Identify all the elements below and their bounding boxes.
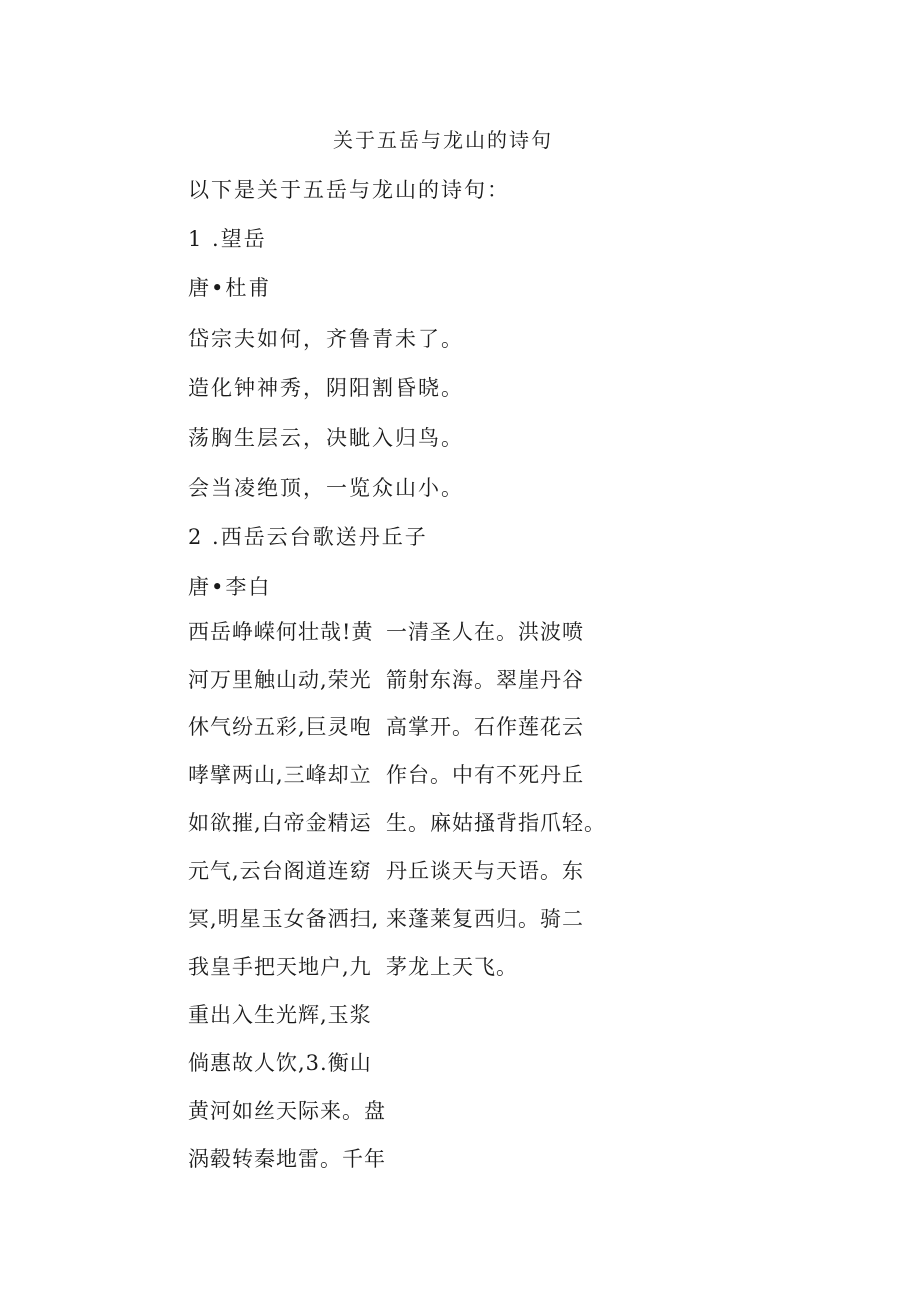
poem-1-line-3: 荡胸生层云，决眦入归鸟。 — [188, 426, 464, 450]
poem-2-right-line-7: 来蓬莱复西归。骑二 — [386, 907, 584, 931]
poem-2-author: 唐•李白 — [188, 575, 272, 599]
poem-1-line-1: 岱宗夫如何，齐鲁青未了。 — [188, 327, 464, 351]
poem-2-left-line-10: 倘惠故人饮,3.衡山 — [188, 1051, 372, 1075]
poem-2-left-line-4: 哮擘两山,三峰却立 — [188, 763, 372, 787]
poem-2-left-line-9: 重出入生光辉,玉浆 — [188, 1003, 372, 1027]
poem-2-left-line-6: 元气,云台阁道连窈 — [188, 859, 372, 883]
poem-2-left-line-11: 黄河如丝天际来。盘 — [188, 1099, 386, 1123]
poem-2-right-line-8: 茅龙上天飞。 — [386, 955, 518, 979]
poem-2-left-line-1: 西岳峥嵘何壮哉!黄 — [188, 620, 374, 644]
document-title: 关于五岳与龙山的诗句 — [333, 128, 553, 152]
poem-2-right-line-2: 箭射东海。翠崖丹谷 — [386, 668, 584, 692]
poem-2-left-line-8: 我皇手把天地户,九 — [188, 955, 372, 979]
poem-2-left-line-2: 河万里触山动,荣光 — [188, 668, 372, 692]
poem-1-heading: 1 .望岳 — [188, 227, 267, 251]
poem-2-heading: 2 .西岳云台歌送丹丘子 — [188, 525, 428, 549]
poem-2-left-line-3: 休气纷五彩,巨灵咆 — [188, 715, 372, 739]
poem-2-left-line-5: 如欲摧,白帝金精运 — [188, 811, 372, 835]
poem-2-right-line-6: 丹丘谈天与天语。东 — [386, 859, 584, 883]
poem-1-line-2: 造化钟神秀，阴阳割昏晓。 — [188, 376, 464, 400]
poem-1-line-4: 会当凌绝顶，一览众山小。 — [188, 476, 464, 500]
poem-1-author: 唐•杜甫 — [188, 276, 272, 300]
poem-2-right-line-4: 作台。中有不死丹丘 — [386, 763, 584, 787]
poem-2-left-line-12: 涡毂转秦地雷。千年 — [188, 1147, 386, 1171]
poem-2-right-line-1: 一清圣人在。洪波喷 — [386, 620, 584, 644]
poem-2-right-line-3: 高掌开。石作莲花云 — [386, 715, 584, 739]
poem-2-right-line-5: 生。麻姑搔背指爪轻。 — [386, 811, 606, 835]
poem-2-left-line-7: 冥,明星玉女备洒扫, — [188, 907, 380, 931]
intro-text: 以下是关于五岳与龙山的诗句： — [188, 178, 510, 202]
